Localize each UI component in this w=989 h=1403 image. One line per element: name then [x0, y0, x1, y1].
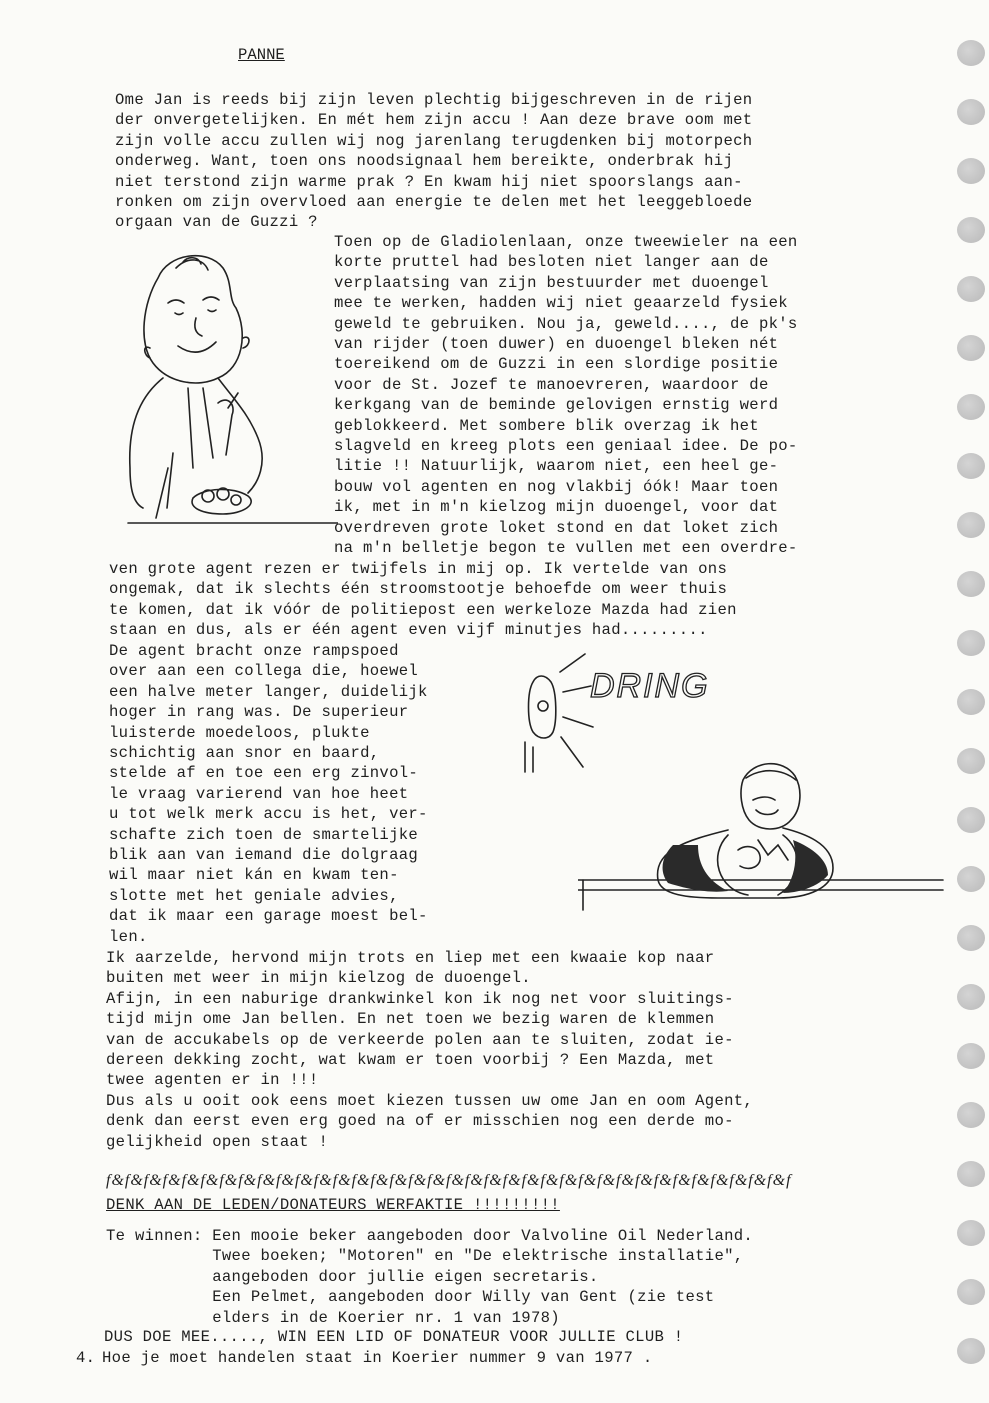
text-line: ven grote agent rezen er twijfels in mij op. Ik vertelde van ons	[109, 560, 728, 578]
text-line: Ik aarzelde, hervond mijn trots en liep met een kwaaie kop naar	[106, 949, 715, 967]
text-line: onderweg. Want, toen ons noodsignaal hem bereikte, onderbrak hij	[115, 152, 734, 171]
text-line: len.	[109, 927, 148, 946]
text-line: Twee boeken; "Motoren" en "De elektrische installatie",	[106, 1247, 744, 1266]
text-line: dat ik maar een garage moest bel-	[109, 907, 428, 926]
text-line: Een Pelmet, aangeboden door Willy van Gent (zie test	[106, 1288, 715, 1307]
text-line: stelde af en toe een erg zinvol-	[109, 764, 419, 783]
paragraph-superieur	[109, 641, 428, 947]
text-line: elders in de Koerier nr. 1 van 1978)	[106, 1308, 560, 1327]
text-line: een halve meter langer, duidelijk	[109, 682, 428, 701]
cartoon-man-eating	[108, 238, 338, 538]
text-line: gelijkheid open staat !	[106, 1132, 329, 1151]
text-line: Ome Jan is reeds bij zijn leven plechtig bijgeschreven in de rijen	[115, 91, 753, 109]
dring-text: DRING	[590, 667, 710, 705]
text-line: bouw vol agenten en nog vlakbij óók! Maar toen	[334, 477, 779, 496]
text-line: geweld te gebruiken. Nou ja, geweld...., de pk's	[334, 314, 798, 333]
text-line: Te winnen: Een mooie beker aangeboden door Valvoline Oil Nederland.	[106, 1227, 754, 1245]
text-line: geblokkeerd. Met sombere blik overzag ik het	[334, 416, 759, 435]
decorative-divider: f&f&f&f&f&f&f&f&f&f&f&f&f&f&f&f&f&f&f&f&f&f&f&f&f&f&f&f&f&f&f&f&f&f&f&f&f	[106, 1172, 792, 1189]
text-line: schichtig aan snor en baard,	[109, 744, 380, 763]
paragraph-intro	[115, 90, 752, 233]
text-line: wil maar niet kán en kwam ten-	[109, 866, 399, 885]
text-line: staan en dus, als er één agent even vijf minutjes had.........	[109, 621, 708, 640]
text-line: ik, met in m'n kielzog mijn duoengel, voor dat	[334, 498, 779, 517]
text-line: kerkgang van de beminde gelovigen ernstig werd	[334, 396, 779, 415]
text-line: blik aan van iemand die dolgraag	[109, 846, 419, 865]
text-line: mee te werken, hadden wij niet geaarzeld fysiek	[334, 294, 788, 313]
article-title: PANNE	[238, 46, 285, 64]
text-line: orgaan van de Guzzi ?	[115, 213, 318, 232]
text-line: korte pruttel had besloten niet langer aan de	[334, 253, 769, 272]
text-line: te komen, dat ik vóór de politiepost een werkeloze Mazda had zien	[109, 600, 737, 619]
text-line: Dus als u ooit ook eens moet kiezen tussen uw ome Jan en oom Agent,	[106, 1091, 754, 1110]
text-line: over aan een collega die, hoewel	[109, 662, 419, 681]
action-heading: DENK AAN DE LEDEN/DONATEURS WERFAKTIE !!!!!!!!!	[106, 1196, 560, 1214]
text-line: verplaatsing van zijn bestuurder met duoengel	[334, 273, 769, 292]
text-line: zijn volle accu zullen wij nog jarenlang terugdenken bij motorpech	[115, 131, 753, 150]
binder-holes	[957, 40, 987, 1400]
text-line: Toen op de Gladiolenlaan, onze tweewieler na een	[334, 233, 798, 251]
text-line: slotte met het geniale advies,	[109, 886, 399, 905]
text-line: schafte zich toen de smartelijke	[109, 825, 419, 844]
page-number: 4.	[76, 1349, 96, 1367]
text-line: dereen dekking zocht, wat kwam er toen voorbij ? Een Mazda, met	[106, 1051, 715, 1070]
call-to-action: DUS DOE MEE....., WIN EEN LID OF DONATEUR VOOR JULLIE CLUB !	[104, 1328, 684, 1346]
text-line: slagveld en kreeg plots een geniaal idee. De po-	[334, 437, 798, 456]
text-line: luisterde moedeloos, plukte	[109, 723, 370, 742]
cartoon-police-officer	[578, 740, 948, 915]
text-line: der onvergetelijken. En mét hem zijn accu ! Aan deze brave oom met	[115, 111, 753, 130]
text-line: tijd mijn ome Jan bellen. En net toen we bezig waren de klemmen	[106, 1010, 715, 1029]
text-line: le vraag varierend van hoe heet	[109, 784, 409, 803]
text-line: ongemak, dat ik slechts één stroomstootje behoefde om weer thuis	[109, 580, 728, 599]
text-line: niet terstond zijn warme prak ? En kwam hij niet spoorslangs aan-	[115, 172, 743, 191]
text-line: aangeboden door jullie eigen secretaris.	[106, 1267, 599, 1286]
text-line: toereikend om de Guzzi in een slordige positie	[334, 355, 779, 374]
paragraph-conclusion	[106, 948, 753, 1152]
text-line: twee agenten er in !!!	[106, 1071, 319, 1090]
text-line: Afijn, in een naburige drankwinkel kon ik nog net voor sluitings-	[106, 989, 734, 1008]
text-line: buiten met weer in mijn kielzog de duoengel.	[106, 969, 531, 988]
paragraph-agent	[109, 559, 737, 641]
text-line: hoger in rang was. De superieur	[109, 703, 409, 722]
text-line: denk dan eerst even erg goed na of er misschien nog een derde mo-	[106, 1112, 734, 1131]
text-line: voor de St. Jozef te manoevreren, waardoor de	[334, 375, 769, 394]
paragraph-gladiolenlaan	[334, 232, 798, 559]
text-line: ronken om zijn overvloed aan energie te delen met het leeggebloede	[115, 193, 753, 212]
text-line: van rijder (toen duwer) en duoengel bleken nét	[334, 335, 779, 354]
text-line: u tot welk merk accu is het, ver-	[109, 805, 428, 824]
prize-list	[106, 1226, 753, 1328]
text-line: De agent bracht onze rampspoed	[109, 642, 399, 660]
footer-line: Hoe je moet handelen staat in Koerier nummer 9 van 1977 .	[102, 1349, 653, 1367]
text-line: litie !! Natuurlijk, waarom niet, een heel ge-	[334, 457, 779, 476]
text-line: overdreven grote loket stond en dat loket zich	[334, 518, 779, 537]
text-line: na m'n belletje begon te vullen met een overdre-	[334, 539, 798, 558]
text-line: van de accukabels op de verkeerde polen aan te sluiten, zodat ie-	[106, 1030, 734, 1049]
